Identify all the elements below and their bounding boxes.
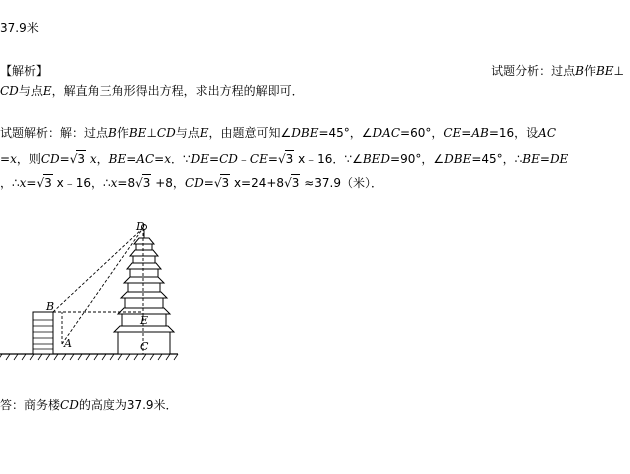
segment-be: BE [108, 152, 127, 166]
explain-line-2 [0, 150, 568, 167]
top-answer: 37.9米 [0, 21, 39, 35]
radicand: 3 [291, 176, 300, 190]
text: =8 [117, 176, 136, 190]
text: ，∴ [0, 176, 20, 190]
text: ﹣ [237, 152, 250, 166]
perp-symbol: ⊥ [146, 126, 157, 140]
segment-cd: CD [219, 152, 238, 166]
text: =90°，∠ [390, 152, 445, 166]
text: = [461, 126, 472, 140]
label-e: E [140, 314, 149, 327]
var-x: x [110, 176, 118, 190]
section-label: 【解析】 [0, 64, 49, 78]
segment-ac: AC [136, 152, 155, 166]
text: = [26, 176, 37, 190]
var-x: x [10, 152, 17, 166]
text: = [209, 152, 220, 166]
pagoda [114, 225, 174, 355]
point-e: E [42, 84, 52, 98]
analysis-line-2 [0, 83, 304, 99]
segment-cd: CD [40, 152, 60, 166]
text: ．∵ [171, 152, 191, 166]
analysis-line-1 [491, 63, 624, 79]
text: = [154, 152, 165, 166]
text: = [59, 152, 70, 166]
segment-cd: CD [60, 398, 79, 412]
sqrt-symbol: √3 [277, 152, 294, 166]
segment-de: DE [549, 152, 569, 166]
explain-line-1 [0, 125, 556, 141]
label-a: A [64, 337, 72, 350]
final-answer [0, 397, 178, 413]
text: =16，设 [488, 126, 539, 140]
angle-bed: BED [362, 152, 391, 166]
segment-cd: CD [184, 176, 204, 190]
point-b: B [108, 126, 117, 140]
segment-be: BE [128, 126, 147, 140]
segment-ab: AB [471, 126, 489, 140]
text: x=24+8 [233, 176, 285, 190]
text: 试题解析：解：过点 [0, 126, 109, 140]
segment-ce: CE [443, 126, 462, 140]
text: 作 [116, 126, 129, 140]
sqrt-symbol: √3 [284, 176, 300, 190]
segment-ac: AC [538, 126, 557, 140]
radicand: 3 [221, 176, 230, 190]
text: = [539, 152, 550, 166]
text: = [203, 176, 214, 190]
text: =45°，∴ [471, 152, 523, 166]
angle-dac: DAC [372, 126, 401, 140]
radicand: 3 [77, 152, 86, 166]
segment-be: BE [522, 152, 540, 166]
segment-be: BE [595, 64, 614, 78]
text: x﹣16．∵∠ [298, 152, 363, 166]
angle-dbe: DBE [291, 126, 319, 140]
text: = [126, 152, 137, 166]
explain-line-3 [0, 174, 383, 191]
radicand: 3 [142, 176, 151, 190]
text: ≈37.9（米）． [304, 176, 383, 190]
label-b: B [46, 300, 55, 313]
text: +8， [155, 176, 185, 190]
ground-hatch [0, 354, 178, 360]
sqrt-symbol: √3 [135, 176, 151, 190]
sqrt-symbol: √3 [213, 176, 230, 190]
text: 与点 [175, 126, 200, 140]
text: =45°，∠ [318, 126, 373, 140]
text: ， [96, 152, 109, 166]
point-b: B [575, 64, 584, 78]
segment-cd: CD [0, 84, 19, 98]
var-x: x [164, 152, 171, 166]
sqrt-symbol: √3 [36, 176, 52, 190]
var-x: x [19, 176, 27, 190]
segment-cd: CD [156, 126, 176, 140]
point-e: E [199, 126, 209, 140]
text: ，则 [16, 152, 41, 166]
label-c: C [140, 340, 149, 353]
segment-de: DE [190, 152, 210, 166]
analysis-title: 试题分析：过点 [491, 64, 576, 78]
geometry-figure [0, 220, 180, 365]
analysis-rest: 与点 [18, 84, 43, 98]
text: x﹣16，∴ [56, 176, 111, 190]
radicand: 3 [285, 152, 294, 166]
sqrt-symbol: √3 [69, 152, 86, 166]
analysis-mid: 作 [583, 64, 596, 78]
text: = [267, 152, 278, 166]
analysis-line2: ，解直角三角形得出方程，求出方程的解即可． [51, 84, 304, 98]
segment-ce: CE [249, 152, 268, 166]
text: ，由题意可知∠ [208, 126, 292, 140]
angle-dbe: DBE [444, 152, 472, 166]
answer-prefix: 答：商务楼 [0, 398, 61, 412]
label-d: D [136, 220, 145, 233]
text: =60°， [400, 126, 444, 140]
answer-suffix: 的高度为37.9米． [78, 398, 178, 412]
perp-symbol: ⊥ [613, 64, 624, 78]
radicand: 3 [44, 176, 52, 190]
text: = [0, 152, 11, 166]
var-x: x [89, 152, 97, 166]
building-ab [33, 312, 53, 354]
